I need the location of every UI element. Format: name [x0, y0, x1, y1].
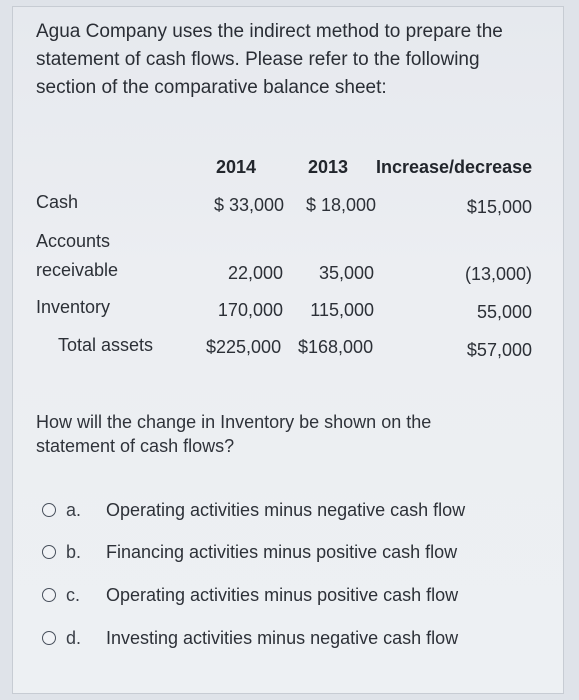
- inventory-2013: 115,000: [310, 300, 374, 320]
- cash-2014: $ 33,000: [214, 195, 285, 215]
- option-b[interactable]: [42, 538, 457, 566]
- row-label-total-assets: Total assets: [58, 335, 154, 355]
- row-label-inventory: Inventory: [36, 297, 111, 317]
- radio-button-icon[interactable]: [42, 545, 56, 559]
- total-change: $57,000: [466, 340, 532, 360]
- radio-button-icon[interactable]: [42, 503, 56, 517]
- option-text: Investing activities minus negative cash flow: [106, 627, 459, 648]
- header-2014: 2014: [216, 157, 257, 177]
- ar-change: (13,000): [464, 264, 532, 284]
- option-letter: c.: [66, 584, 81, 605]
- option-text: Operating activities minus negative cash flow: [106, 499, 466, 520]
- option-letter: b.: [66, 541, 82, 562]
- row-label-ar-line2: receivable: [36, 260, 119, 280]
- header-change: Increase/decrease: [376, 157, 533, 177]
- inventory-change: 55,000: [476, 302, 532, 322]
- option-a[interactable]: [42, 496, 465, 524]
- total-2014: $225,000: [206, 337, 282, 357]
- cash-2013: $ 18,000: [306, 195, 377, 215]
- option-text: Financing activities minus positive cash flow: [106, 541, 458, 562]
- option-c[interactable]: [42, 581, 458, 609]
- total-2013: $168,000: [298, 337, 374, 357]
- ar-2013: 35,000: [318, 263, 374, 283]
- row-label-ar-line1: Accounts: [36, 231, 111, 251]
- row-label-cash: Cash: [36, 192, 79, 212]
- option-d[interactable]: [42, 624, 458, 652]
- ar-2014: 22,000: [227, 263, 283, 283]
- cash-change: $15,000: [466, 197, 532, 217]
- radio-button-icon[interactable]: [42, 631, 56, 645]
- option-letter: d.: [66, 627, 82, 648]
- option-letter: a.: [66, 499, 82, 520]
- radio-button-icon[interactable]: [42, 588, 56, 602]
- question-text: Agua Company uses the indirect method to prepare the statement of cash flows. Please refer to the following section of the comparative balance sheet:: [36, 21, 503, 98]
- option-text: Operating activities minus positive cash flow: [106, 584, 459, 605]
- question-prompt: How will the change in Inventory be shown on the statement of cash flows?: [36, 412, 432, 456]
- inventory-2014: 170,000: [217, 300, 283, 320]
- header-2013: 2013: [308, 157, 349, 177]
